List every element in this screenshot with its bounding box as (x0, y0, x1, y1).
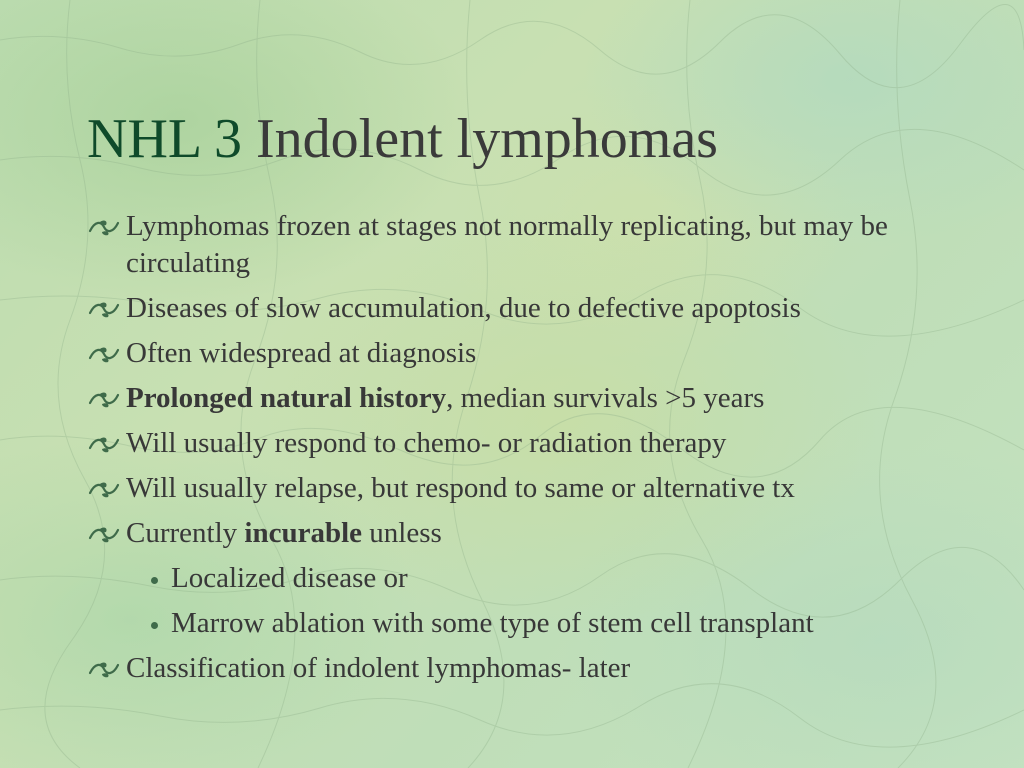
bullet-text: Will usually relapse, but respond to same or alternative tx (126, 472, 795, 504)
curly-leaf-icon (88, 470, 126, 507)
bullet-text-rest: unless (362, 517, 442, 549)
bullet-item (88, 208, 988, 282)
bullet-text: Classification of indolent lymphomas- later (126, 652, 631, 684)
sub-bullet-item (88, 560, 988, 597)
curly-leaf-icon (88, 380, 126, 417)
slide-title (87, 103, 718, 175)
bullet-item (88, 650, 988, 687)
bold-phrase: Prolonged natural history (126, 382, 447, 414)
bullet-text: Diseases of slow accumulation, due to defective apoptosis (126, 292, 801, 324)
bold-phrase: incurable (244, 517, 363, 549)
bullet-item (88, 380, 988, 417)
curly-leaf-icon (88, 208, 126, 245)
bullet-text: Often widespread at diagnosis (126, 337, 477, 369)
bullet-text-pre: Currently (126, 517, 245, 549)
curly-leaf-icon (88, 425, 126, 462)
sub-bullet-text: Localized disease or (171, 562, 408, 594)
bullet-item (88, 290, 988, 327)
title-rest: Indolent lymphomas (242, 108, 718, 170)
bullet-item (88, 515, 988, 552)
curly-leaf-icon (88, 335, 126, 372)
curly-leaf-icon (88, 650, 126, 687)
bullet-text: Lymphomas frozen at stages not normally replicating, but may be circulating (126, 210, 888, 279)
bullet-text (126, 515, 988, 552)
bullet-text (126, 380, 988, 417)
title-prefix: NHL 3 (87, 108, 243, 170)
round-dot-icon (138, 560, 171, 597)
curly-leaf-icon (88, 290, 126, 327)
round-dot-icon (138, 605, 171, 642)
bullet-item (88, 425, 988, 462)
bullet-item (88, 470, 988, 507)
bullet-item (88, 335, 988, 372)
bullet-text: Will usually respond to chemo- or radiation therapy (126, 427, 727, 459)
bullet-text-rest: , median survivals >5 years (446, 382, 765, 414)
sub-bullet-item (88, 605, 988, 642)
bullet-list (88, 208, 988, 695)
sub-bullet-text: Marrow ablation with some type of stem cell transplant (171, 607, 814, 639)
curly-leaf-icon (88, 515, 126, 552)
